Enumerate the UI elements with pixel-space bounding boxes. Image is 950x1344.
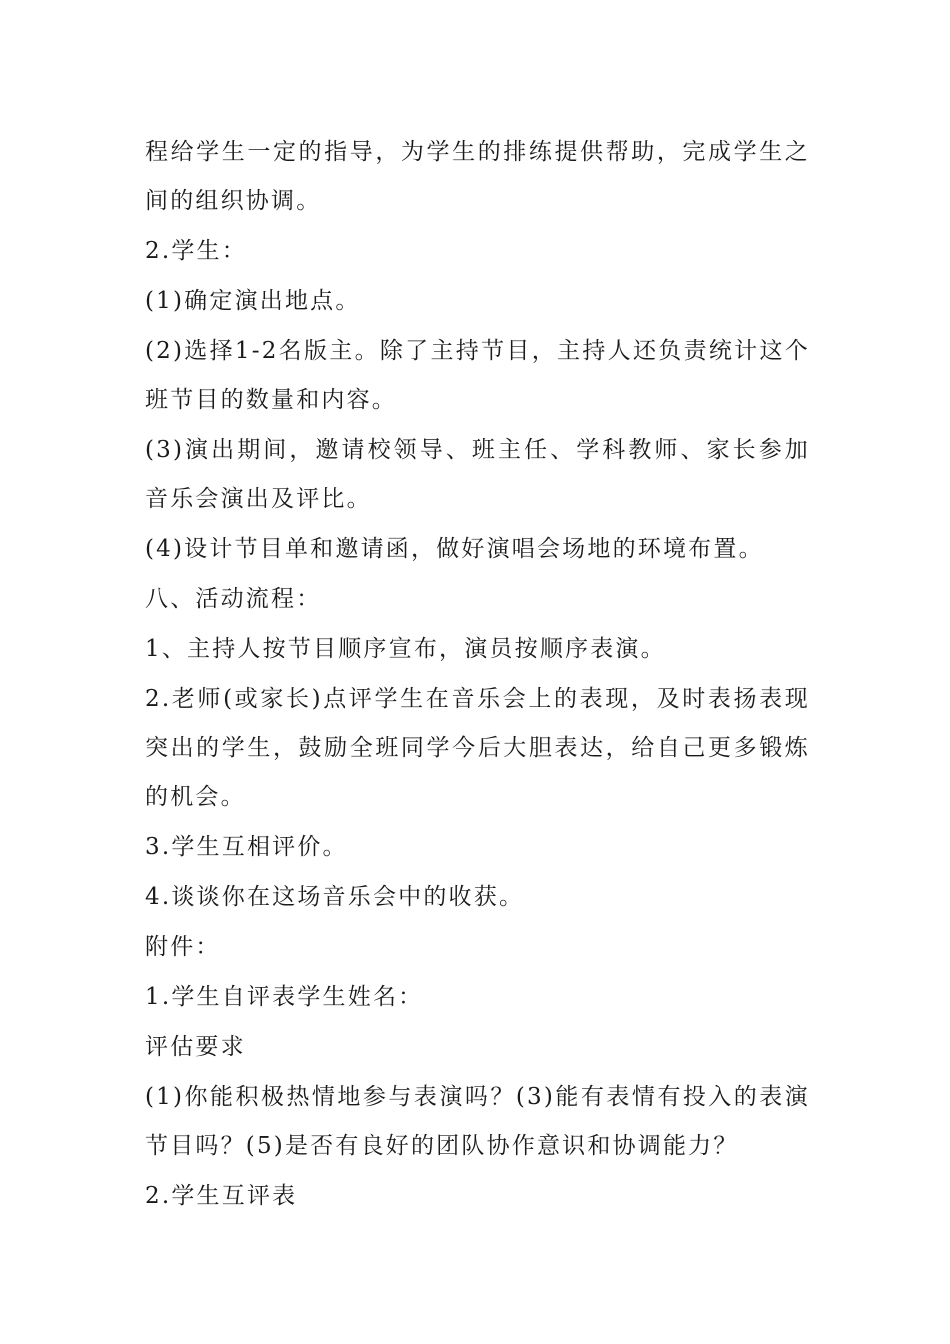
paragraph-flow-4: 4.谈谈你在这场音乐会中的收获。 [145, 884, 525, 910]
heading-attachment: 附件： [145, 934, 221, 960]
paragraph-item-1: (1)确定演出地点。 [145, 288, 361, 314]
document-page [145, 128, 810, 1221]
paragraph-item-4: (4)设计节目单和邀请函，做好演唱会场地的环境布置。 [145, 536, 764, 562]
paragraph-guidance: 程给学生一定的指导，为学生的排练提供帮助，完成学生之间的组织协调。 [145, 139, 810, 214]
paragraph-evaluation-requirements: 评估要求 [145, 1034, 246, 1060]
heading-students: 2.学生： [145, 238, 247, 264]
section-heading-activity-flow: 八、活动流程： [145, 586, 322, 612]
paragraph-item-3: (3)演出期间，邀请校领导、班主任、学科教师、家长参加音乐会演出及评比。 [145, 437, 810, 512]
paragraph-flow-2: 2.老师(或家长)点评学生在音乐会上的表现，及时表扬表现突出的学生，鼓励全班同学今后大胆表达，给自己更多锻炼的机会。 [145, 686, 810, 810]
paragraph-self-evaluation-form: 1.学生自评表学生姓名： [145, 984, 424, 1010]
paragraph-flow-3: 3.学生互相评价。 [145, 834, 348, 860]
paragraph-flow-1: 1、主持人按节目顺序宣布，演员按顺序表演。 [145, 636, 666, 662]
paragraph-evaluation-questions: (1)你能积极热情地参与表演吗？(3)能有表情有投入的表演节目吗？(5)是否有良好的团队协作意识和协调能力？ [145, 1084, 810, 1159]
paragraph-peer-evaluation-form: 2.学生互评表 [145, 1183, 298, 1209]
paragraph-item-2: (2)选择1-2名版主。除了主持节目，主持人还负责统计这个班节目的数量和内容。 [145, 338, 810, 413]
